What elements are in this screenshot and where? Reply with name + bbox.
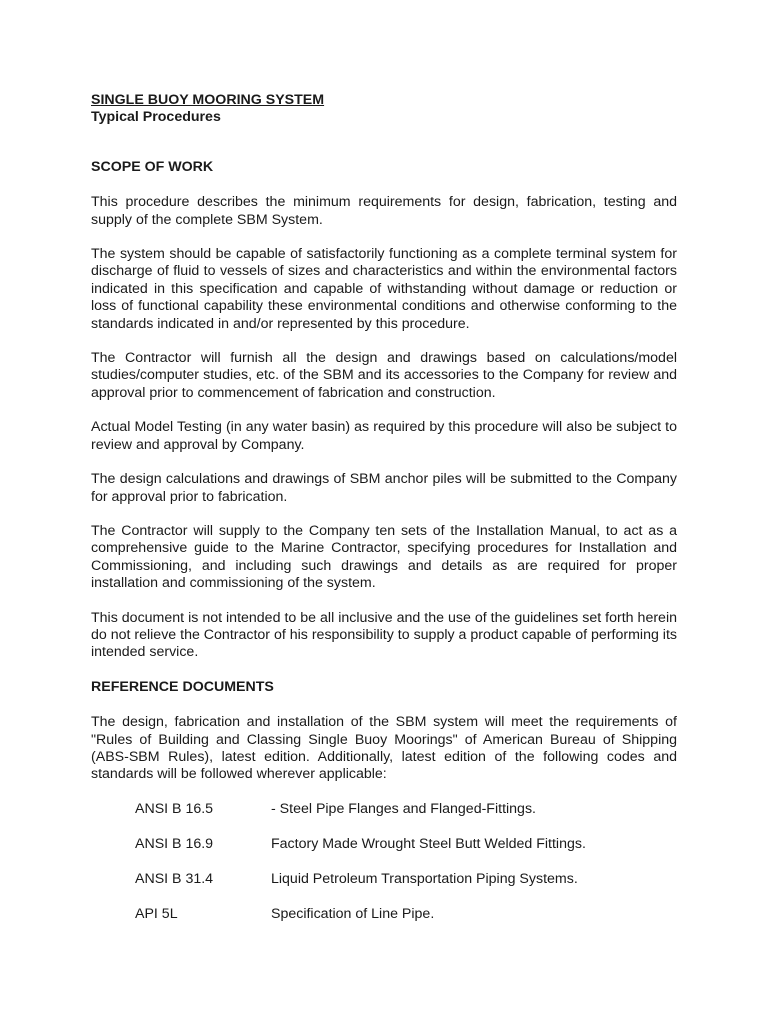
- scope-paragraph: The design calculations and drawings of SBM anchor piles will be submitted to the Company for approval prior to fabrication.: [91, 471, 677, 505]
- scope-paragraph: The system should be capable of satisfactorily functioning as a complete terminal system for discharge of fluid to vessels of sizes and characteristics and within the environmental factors indicated in this specification and capable of withstanding without damage or reduction or loss of functional capability these environmental conditions and otherwise conforming to the standards indicated in and/or represented by this procedure.: [91, 246, 677, 332]
- reference-code: ANSI B 16.5: [135, 800, 214, 817]
- reference-item: [91, 801, 677, 818]
- reference-item: [91, 871, 677, 888]
- reference-item: [91, 836, 677, 853]
- references-intro: The design, fabrication and installation of the SBM system will meet the requirements of "Rules of Building and Classing Single Buoy Moorings" of American Bureau of Shipping (ABS-SBM Rules), latest edition. Additionally, latest edition of the following codes and standards will be followed wherever applicable:: [91, 714, 677, 783]
- references-heading: REFERENCE DOCUMENTS: [91, 678, 274, 695]
- reference-description: Liquid Petroleum Transportation Piping Systems.: [271, 870, 578, 887]
- reference-description: Specification of Line Pipe.: [271, 905, 435, 922]
- document-subtitle: Typical Procedures: [91, 109, 221, 126]
- reference-code: ANSI B 16.9: [135, 835, 214, 852]
- document-page: [91, 92, 677, 941]
- scope-paragraph: The Contractor will supply to the Company ten sets of the Installation Manual, to act as a comprehensive guide to the Marine Contractor, specifying procedures for Installation and Commissioning, and including such drawings and details as are required for proper installation and commissioning of the system.: [91, 522, 677, 592]
- reference-list: [91, 801, 677, 923]
- scope-paragraph: Actual Model Testing (in any water basin) as required by this procedure will also be subject to review and approval by Company.: [91, 419, 677, 453]
- scope-paragraph: The Contractor will furnish all the design and drawings based on calculations/model studies/computer studies, etc. of the SBM and its accessories to the Company for review and approval prior to commencement of fabrication and construction.: [91, 350, 677, 401]
- scope-paragraph: This procedure describes the minimum requirements for design, fabrication, testing and supply of the complete SBM System.: [91, 194, 677, 228]
- reference-description: Factory Made Wrought Steel Butt Welded Fittings.: [271, 835, 586, 852]
- reference-item: [91, 906, 677, 923]
- scope-heading: SCOPE OF WORK: [91, 158, 214, 175]
- document-title: SINGLE BUOY MOORING SYSTEM: [91, 92, 325, 108]
- reference-code: API 5L: [135, 905, 178, 922]
- reference-description: - Steel Pipe Flanges and Flanged-Fittings.: [271, 800, 536, 817]
- scope-paragraph: This document is not intended to be all inclusive and the use of the guidelines set forth herein do not relieve the Contractor of his responsibility to supply a product capable of performing its intended service.: [91, 609, 677, 661]
- reference-code: ANSI B 31.4: [135, 870, 214, 887]
